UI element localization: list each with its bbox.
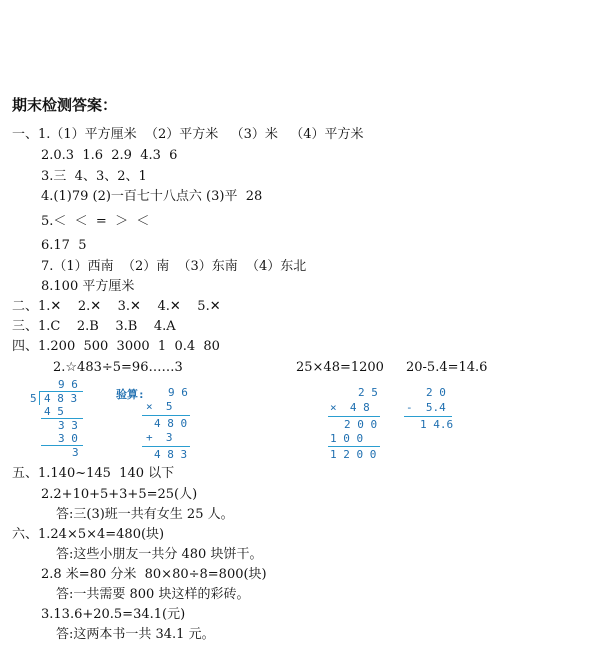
check-row: 9 6: [168, 386, 188, 399]
answer-line: 7.（1）西南 （2）南 （3）东南 （4）东北: [41, 259, 307, 274]
answer-line: 25×48=1200: [296, 360, 384, 375]
mult-row: 2 5: [358, 386, 378, 399]
division-step: 4 5: [44, 405, 64, 418]
check-row: × 5: [146, 400, 173, 413]
division-step: 3 0: [58, 432, 78, 445]
mult-row: 1 0 0: [330, 432, 364, 445]
division-remainder: 3: [72, 446, 79, 459]
answer-statement: 答:一共需要 800 块这样的彩砖。: [56, 587, 250, 602]
division-dividend: 4 8 3: [44, 392, 78, 405]
answer-line: 五、1.140~145 140 以下: [12, 466, 175, 481]
answer-line: 3.三 4、3、2、1: [41, 169, 147, 184]
answer-line: 一、1.（1）平方厘米 （2）平方米 （3）米 （4）平方米: [12, 127, 364, 142]
answer-statement: 答:这两本书一共 34.1 元。: [56, 627, 215, 642]
check-row: 4 8 0: [154, 417, 188, 430]
sub-row: 1 4.6: [420, 418, 454, 431]
answer-line: 六、1.24×5×4=480(块): [12, 527, 165, 542]
answer-line: 2.0.3 1.6 2.9 4.3 6: [41, 148, 178, 163]
sub-row: 2 0: [426, 386, 446, 399]
answer-line: 8.100 平方厘米: [41, 279, 135, 294]
page-title: 期末检测答案：: [12, 96, 118, 114]
answer-line: 三、1.C 2.B 3.B 4.A: [12, 319, 176, 334]
check-calculation: [116, 386, 196, 462]
sub-row: - 5.4: [406, 401, 446, 414]
subtraction-calculation: [404, 386, 458, 434]
check-row: 4 8 3: [154, 448, 188, 461]
mult-row: 1 2 0 0: [330, 448, 377, 461]
answer-line: 2.8 米=80 分米 80×80÷8=800(块): [41, 567, 267, 582]
answer-line: 4.(1)79 (2)一百七十八点六 (3)平 28: [41, 189, 263, 204]
check-label: 验算:: [116, 388, 145, 401]
answer-line: 2.☆483÷5=96……3: [53, 360, 183, 375]
multiplication-calculation: [328, 386, 388, 462]
answer-line: 5.＜ ＜ = ＞ ＜: [41, 214, 150, 229]
division-divisor: 5: [30, 392, 37, 405]
answer-statement: 答:这些小朋友一共分 480 块饼干。: [56, 547, 263, 562]
answer-line: 二、1.✕ 2.✕ 3.✕ 4.✕ 5.✕: [12, 299, 221, 314]
answer-statement: 答:三(3)班一共有女生 25 人。: [56, 507, 234, 522]
answer-line: 2.2+10+5+3+5=25(人): [41, 487, 198, 502]
mult-row: 2 0 0: [344, 418, 378, 431]
mult-row: × 4 8: [330, 401, 370, 414]
long-division: [28, 378, 98, 462]
division-quotient: 9 6: [58, 378, 78, 391]
answer-line: 6.17 5: [41, 238, 87, 253]
check-row: + 3: [146, 431, 173, 444]
division-step: 3 3: [58, 419, 78, 432]
answer-line: 3.13.6+20.5=34.1(元): [41, 607, 186, 622]
answer-line: 四、1.200 500 3000 1 0.4 80: [12, 339, 220, 354]
answer-line: 20-5.4=14.6: [406, 360, 488, 375]
